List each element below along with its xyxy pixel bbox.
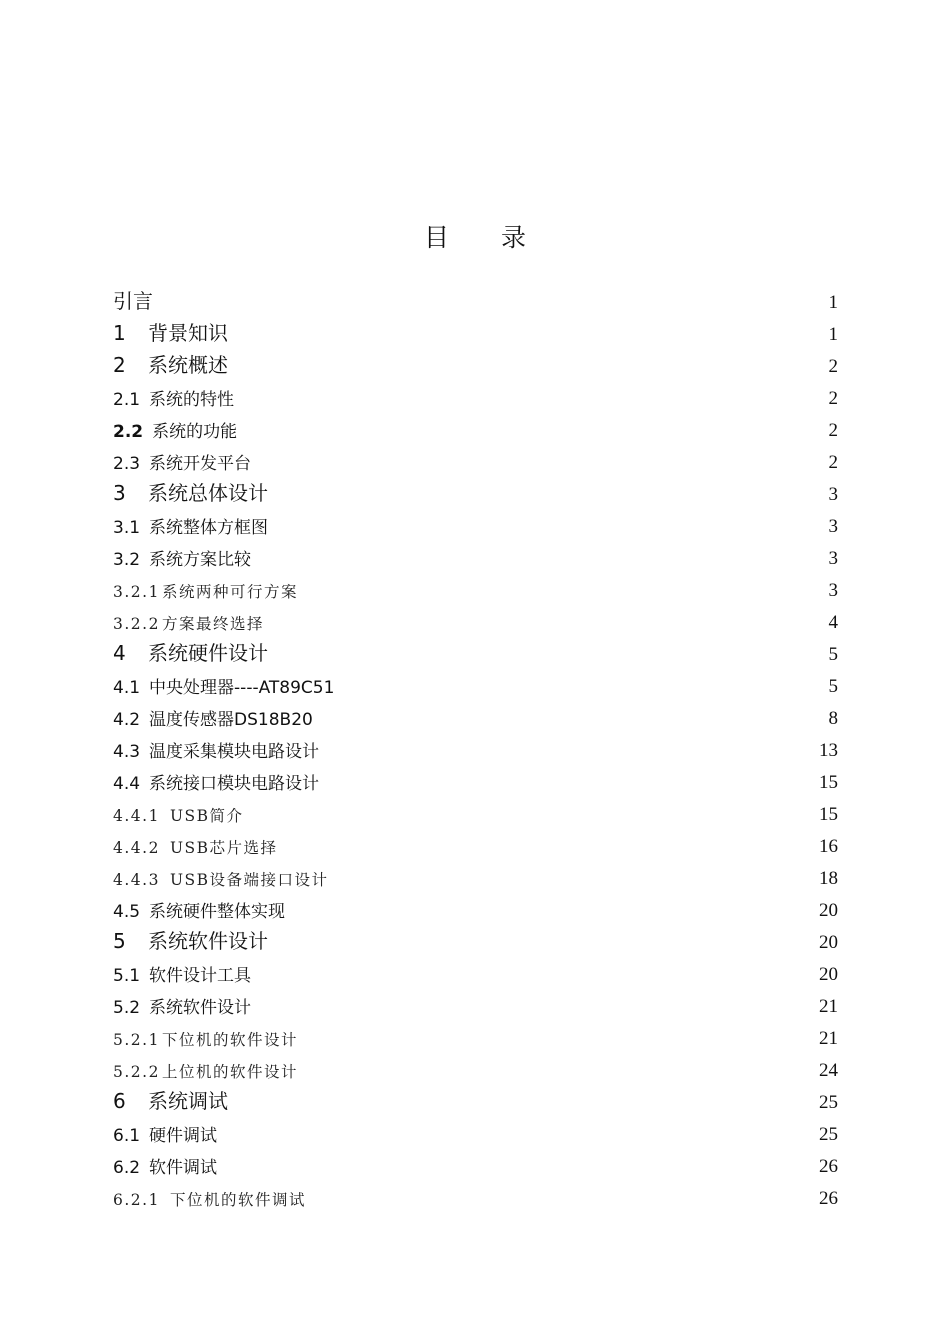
toc-entry-label <box>113 317 228 346</box>
toc-entry-number: 4.1 <box>113 678 141 698</box>
toc-entry-text: 系统硬件设计 <box>148 641 268 665</box>
toc-entry[interactable] <box>113 414 838 446</box>
toc-entry[interactable] <box>113 574 838 606</box>
toc-entry-label <box>113 1060 298 1082</box>
toc-entry-label <box>113 1121 217 1146</box>
toc-entry[interactable] <box>113 862 838 894</box>
toc-entry-page-number: 25 <box>819 1092 838 1113</box>
toc-entry[interactable] <box>113 670 838 702</box>
toc-entry-text: 系统的特性 <box>149 390 235 410</box>
toc-entry-label <box>113 449 251 474</box>
toc-entry-text: 系统总体设计 <box>148 481 268 505</box>
toc-entry-number: 2.2 <box>113 422 144 442</box>
toc-entry-page-number: 3 <box>828 516 838 537</box>
toc-entry-label <box>113 705 313 730</box>
toc-entry-label <box>113 673 334 698</box>
toc-entry-text: 系统接口模块电路设计 <box>149 774 320 794</box>
toc-entry-label <box>113 477 268 506</box>
toc-entry-number: 4.2 <box>113 710 141 730</box>
toc-entry[interactable] <box>113 958 838 990</box>
toc-entry-number: 4.5 <box>113 902 141 922</box>
toc-entry-text: 下位机的软件调试 <box>169 1191 306 1209</box>
toc-entry-label <box>113 737 319 762</box>
toc-entry-label <box>113 285 153 314</box>
toc-entry-text: USB简介 <box>169 807 244 825</box>
toc-entry[interactable] <box>113 606 838 638</box>
toc-entry-number: 4.4.2 <box>113 839 160 857</box>
toc-entry-label <box>113 1153 217 1178</box>
toc-entry-label <box>113 637 268 666</box>
toc-entry-number: 5.1 <box>113 966 141 986</box>
toc-entry-text: 系统硬件整体实现 <box>149 902 286 922</box>
toc-entry-label <box>113 545 251 570</box>
toc-entry-text: 系统开发平台 <box>149 454 252 474</box>
toc-entry-label <box>113 769 319 794</box>
toc-entry-number: 1 <box>113 321 126 345</box>
toc-entry-label <box>113 1085 228 1114</box>
toc-entry-page-number: 2 <box>828 420 838 441</box>
toc-entry-page-number: 1 <box>828 292 838 313</box>
toc-entry-page-number: 25 <box>819 1124 838 1145</box>
toc-entry-label <box>113 1188 306 1210</box>
toc-entry-text: 背景知识 <box>148 321 228 345</box>
toc-entry-page-number: 20 <box>819 932 838 953</box>
toc-entry-number: 6.2 <box>113 1158 141 1178</box>
toc-title: 目 录 <box>424 223 548 252</box>
toc-entry[interactable] <box>113 638 838 670</box>
toc-entry-page-number: 13 <box>819 740 838 761</box>
toc-entry-label <box>113 897 285 922</box>
toc-entry-page-number: 2 <box>828 356 838 377</box>
toc-entry-number: 5.2 <box>113 998 141 1018</box>
toc-entry-page-number: 21 <box>819 1028 838 1049</box>
toc-entry-page-number: 3 <box>828 484 838 505</box>
toc-entry-number: 6.2.1 <box>113 1191 160 1209</box>
toc-entry-number: 4.4 <box>113 774 141 794</box>
toc-entry-text: 软件调试 <box>149 1158 218 1178</box>
toc-entry[interactable] <box>113 830 838 862</box>
toc-entry-page-number: 1 <box>828 324 838 345</box>
toc-entry-page-number: 20 <box>819 900 838 921</box>
toc-entry-label <box>113 836 278 858</box>
toc-entry-number: 4.4.1 <box>113 807 160 825</box>
toc-entry-text: 温度采集模块电路设计 <box>149 742 320 762</box>
toc-entry-number: 4.3 <box>113 742 141 762</box>
toc-entry[interactable] <box>113 1022 838 1054</box>
toc-entry-number: 5.2.1 <box>113 1031 160 1049</box>
toc-entry-text: USB芯片选择 <box>169 839 278 857</box>
toc-entry-page-number: 24 <box>819 1060 838 1081</box>
toc-entry-label <box>113 513 268 538</box>
toc-entry-number: 3.2 <box>113 550 141 570</box>
toc-entry-text: 系统整体方框图 <box>149 518 269 538</box>
toc-entry[interactable] <box>113 542 838 574</box>
toc-entry-label <box>113 417 237 442</box>
toc-entry-text: 系统概述 <box>148 353 228 377</box>
toc-entry-text: 系统软件设计 <box>148 929 268 953</box>
toc-entry-text: 系统的功能 <box>152 422 238 442</box>
toc-entry-number: 6 <box>113 1089 126 1113</box>
toc-entry-text: 下位机的软件设计 <box>161 1031 298 1049</box>
toc-entry-page-number: 4 <box>828 612 838 633</box>
toc-entry-number: 6.1 <box>113 1126 141 1146</box>
toc-entry-page-number: 18 <box>819 868 838 889</box>
toc-entry-number: 2 <box>113 353 126 377</box>
toc-entry-number: 3.1 <box>113 518 141 538</box>
toc-entry-text: 方案最终选择 <box>161 615 264 633</box>
toc-entry[interactable] <box>113 926 838 958</box>
toc-entry-text: USB设备端接口设计 <box>169 871 329 889</box>
toc-entry-number: 4 <box>113 641 126 665</box>
toc-list <box>113 286 838 1214</box>
toc-entry-number: 2.1 <box>113 390 141 410</box>
toc-entry-text: 系统两种可行方案 <box>161 583 298 601</box>
toc-entry[interactable] <box>113 286 838 318</box>
toc-entry-label <box>113 349 228 378</box>
toc-entry-number: 4.4.3 <box>113 871 160 889</box>
toc-entry-number: 2.3 <box>113 454 141 474</box>
toc-entry-text: 引言 <box>113 289 153 313</box>
toc-entry-number: 5.2.2 <box>113 1063 160 1081</box>
toc-entry-text: 系统方案比较 <box>149 550 252 570</box>
toc-entry-page-number: 20 <box>819 964 838 985</box>
toc-entry-number: 5 <box>113 929 126 953</box>
toc-entry[interactable] <box>113 1086 838 1118</box>
toc-entry[interactable] <box>113 478 838 510</box>
toc-entry-label <box>113 868 329 890</box>
toc-entry-number: 3.2.2 <box>113 615 160 633</box>
toc-entry[interactable] <box>113 702 838 734</box>
toc-entry[interactable] <box>113 766 838 798</box>
toc-entry[interactable] <box>113 510 838 542</box>
toc-entry-page-number: 2 <box>828 388 838 409</box>
toc-entry-page-number: 15 <box>819 804 838 825</box>
toc-entry[interactable] <box>113 1150 838 1182</box>
toc-entry-text: 中央处理器----AT89C51 <box>149 678 335 698</box>
toc-entry[interactable] <box>113 318 838 350</box>
toc-entry[interactable] <box>113 1118 838 1150</box>
toc-entry-page-number: 26 <box>819 1188 838 1209</box>
toc-entry-page-number: 3 <box>828 580 838 601</box>
toc-entry[interactable] <box>113 990 838 1022</box>
toc-entry-label <box>113 804 244 826</box>
toc-entry[interactable] <box>113 382 838 414</box>
toc-entry-text: 温度传感器DS18B20 <box>149 710 313 730</box>
toc-entry-page-number: 8 <box>828 708 838 729</box>
toc-entry-label <box>113 961 251 986</box>
toc-entry-text: 系统软件设计 <box>149 998 252 1018</box>
toc-entry-page-number: 5 <box>828 644 838 665</box>
toc-entry[interactable] <box>113 894 838 926</box>
toc-entry-page-number: 16 <box>819 836 838 857</box>
toc-entry-number: 3 <box>113 481 126 505</box>
toc-entry-page-number: 15 <box>819 772 838 793</box>
toc-entry[interactable] <box>113 798 838 830</box>
toc-entry-label <box>113 612 264 634</box>
toc-entry-label <box>113 580 298 602</box>
toc-entry-page-number: 5 <box>828 676 838 697</box>
toc-entry-label <box>113 385 234 410</box>
toc-entry[interactable] <box>113 1182 838 1214</box>
toc-entry[interactable] <box>113 734 838 766</box>
toc-entry-page-number: 26 <box>819 1156 838 1177</box>
toc-entry[interactable] <box>113 446 838 478</box>
toc-entry-page-number: 3 <box>828 548 838 569</box>
toc-entry-label <box>113 925 268 954</box>
toc-entry[interactable] <box>113 350 838 382</box>
toc-entry-number: 3.2.1 <box>113 583 160 601</box>
toc-entry-page-number: 2 <box>828 452 838 473</box>
toc-entry-text: 硬件调试 <box>149 1126 218 1146</box>
toc-entry-text: 上位机的软件设计 <box>161 1063 298 1081</box>
toc-entry[interactable] <box>113 1054 838 1086</box>
toc-entry-text: 系统调试 <box>148 1089 228 1113</box>
toc-entry-page-number: 21 <box>819 996 838 1017</box>
toc-entry-text: 软件设计工具 <box>149 966 252 986</box>
toc-entry-label <box>113 1028 298 1050</box>
toc-entry-label <box>113 993 251 1018</box>
